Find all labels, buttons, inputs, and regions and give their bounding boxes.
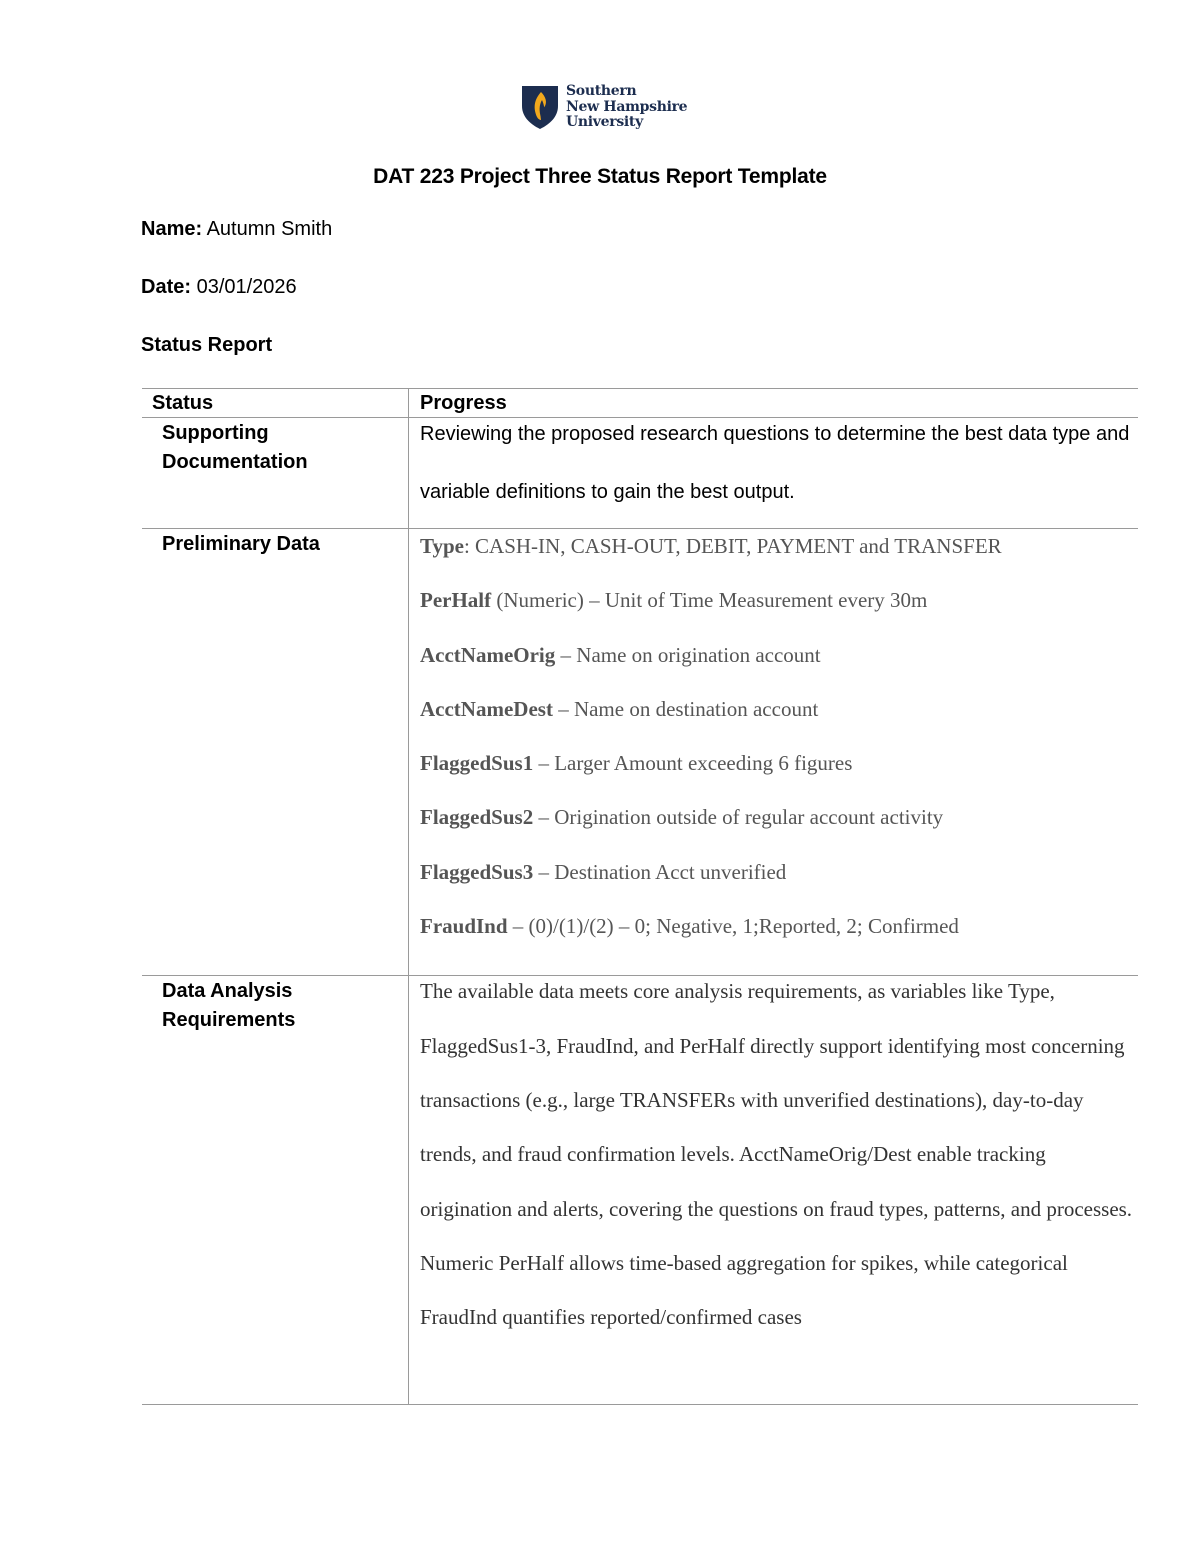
table-row-analysis	[142, 976, 1138, 1405]
name-label: Name:	[141, 218, 203, 240]
document-title: DAT 223 Project Three Status Report Template	[373, 165, 827, 188]
date-value: 03/01/2026	[196, 276, 297, 298]
date-label: Date:	[141, 276, 192, 298]
section-heading: Status Report	[141, 334, 273, 356]
row-label-analysis: Data Analysis Requirements	[162, 980, 296, 1032]
preliminary-variable-list	[420, 529, 1138, 975]
table-row-supporting	[142, 418, 1138, 529]
logo-line-3: University	[566, 114, 643, 130]
list-item: AcctNameDest – Name on destination account	[420, 696, 819, 721]
header-status: Status	[142, 389, 409, 418]
row-label-preliminary: Preliminary Data	[162, 533, 320, 555]
list-item: Type: CASH-IN, CASH-OUT, DEBIT, PAYMENT and TRANSFER	[420, 534, 1002, 558]
university-logo	[520, 84, 687, 131]
list-item: PerHalf (Numeric) – Unit of Time Measurement every 30m	[420, 588, 928, 613]
header-progress: Progress	[409, 389, 1139, 418]
list-item: FlaggedSus1 – Larger Amount exceeding 6 figures	[420, 751, 853, 776]
supporting-text: Reviewing the proposed research questions to determine the best data type and variable definitions to gain the best output.	[420, 423, 1130, 503]
logo-wordmark	[566, 84, 687, 131]
date-field	[141, 276, 297, 299]
logo-line-2: New Hampshire	[566, 98, 688, 115]
analysis-text: The available data meets core analysis requirements, as variables like Type, FlaggedSus1-3, FraudInd, and PerHalf directly support identifying most concerning transactions (e.g., large TRANSFERs with unverified destinations), day-to-day trends, and fraud confirmation levels. AcctNameOrig/Dest enable tracking origination and alerts, covering the questions on fraud types, patterns, and processes. Numeric PerHalf allows time-based aggregation for spikes, while categorical FraudInd quantifies reported/confirmed cases	[420, 979, 1133, 1330]
list-item: AcctNameOrig – Name on origination account	[420, 642, 821, 667]
status-report-table	[142, 388, 1138, 1405]
row-label-supporting: Supporting Documentation	[162, 422, 308, 473]
name-field	[141, 218, 332, 241]
list-item: FlaggedSus3 – Destination Acct unverified	[420, 859, 787, 884]
logo-line-1: Southern	[566, 83, 637, 99]
shield-flame-icon	[520, 84, 560, 130]
name-value: Autumn Smith	[206, 218, 333, 240]
list-item: FlaggedSus2 – Origination outside of regular account activity	[420, 805, 944, 830]
table-row-preliminary	[142, 529, 1138, 976]
list-item: FraudInd – (0)/(1)/(2) – 0; Negative, 1;Reported, 2; Confirmed	[420, 914, 959, 939]
